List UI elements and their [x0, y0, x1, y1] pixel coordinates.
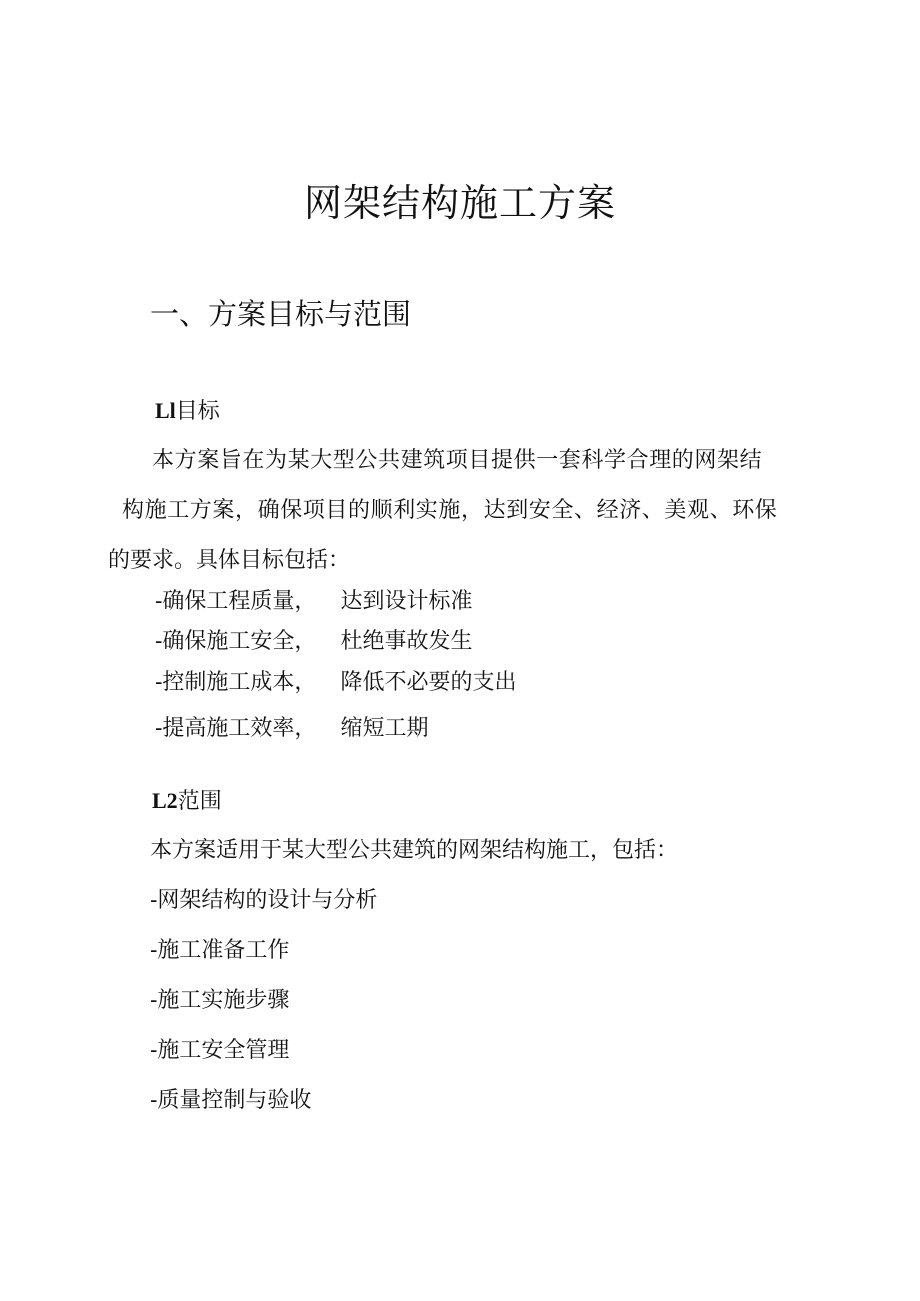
list-item-text: -确保施工安全，: [155, 629, 317, 654]
paragraph-line: 本方案旨在为某大型公共建筑项目提供一套科学合理的网架结: [152, 448, 763, 473]
subsection-heading-scope: [152, 786, 222, 817]
list-item-text: 降低不必要的支出: [340, 670, 517, 695]
list-item: -质量控制与验收: [150, 1088, 312, 1113]
paragraph-line: 构施工方案，确保项目的顺利实施，达到安全、经济、美观、环保: [122, 498, 778, 523]
paragraph-line: 的要求。具体目标包括：: [108, 548, 351, 573]
subsection-number: Ll: [155, 398, 176, 423]
list-item-text: 杜绝事故发生: [340, 629, 473, 654]
list-item: -施工准备工作: [150, 938, 290, 963]
paragraph-line: 本方案适用于某大型公共建筑的网架结构施工，包括：: [150, 838, 679, 863]
list-item: [155, 668, 516, 698]
subsection-label: 范围: [177, 789, 222, 814]
list-item: -施工实施步骤: [150, 988, 290, 1013]
list-item: [155, 587, 472, 617]
list-item-text: -控制施工成本，: [155, 670, 317, 695]
list-item-text: -提高施工效率，: [155, 716, 317, 741]
list-item-text: 达到设计标准: [340, 589, 473, 614]
section-heading: 一、方案目标与范围: [150, 297, 412, 331]
subsection-number: L2: [152, 788, 178, 813]
document-title: 网架结构施工方案: [303, 181, 616, 225]
list-item-text: 缩短工期: [340, 716, 429, 741]
list-item-text: -确保工程质量，: [155, 589, 317, 614]
list-item: [155, 627, 472, 657]
list-item: [155, 714, 428, 744]
list-item: -网架结构的设计与分析: [150, 888, 378, 913]
subsection-label: 目标: [175, 399, 220, 424]
list-item: -施工安全管理: [150, 1038, 290, 1063]
subsection-heading-goal: [155, 396, 220, 427]
